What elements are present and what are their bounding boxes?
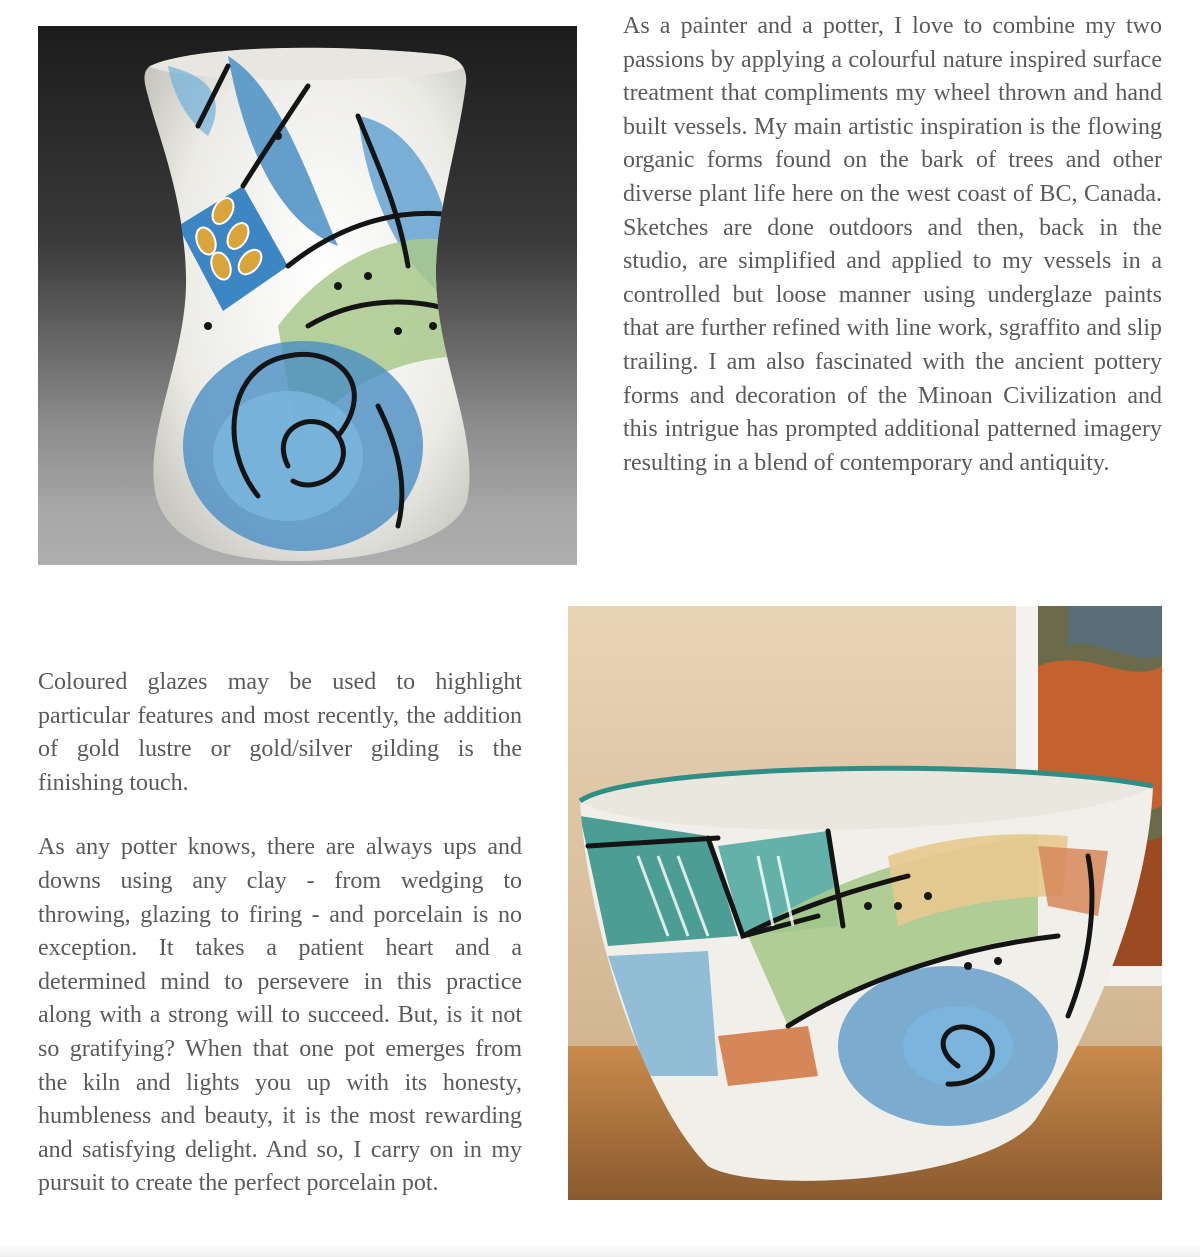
bowl-photo bbox=[568, 606, 1162, 1200]
vase-photo bbox=[38, 26, 577, 565]
bowl-illustration bbox=[568, 606, 1162, 1200]
paragraph-inspiration: As a painter and a potter, I love to combine my two passions by applying a colourful nature inspired surface treatment that compliments my wheel thrown and hand built vessels. My main artistic inspiration is the flowing organic forms found on the bark of trees and other diverse plant life here on the west coast of BC, Canada. Sketches are done outdoors and then, back in the studio, are simplified and applied to my vessels in a controlled but loose manner using underglaze paints that are further refined with line work, sgraffito and slip trailing. I am also fascinated with the ancient pottery forms and decoration of the Minoan Civilization and this intrigue has prompted additional patterned imagery resulting in a blend of contemporary and antiquity. bbox=[623, 13, 1162, 476]
article-text-top bbox=[623, 10, 1162, 480]
paragraph-perseverance: As any potter knows, there are always ups and downs using any clay - from wedging to throwing, glazing to firing - and porcelain is no exception. It takes a patient heart and a determined mind to persevere in this practice along with a strong will to succeed. But, is it not so gratifying? When that one pot emerges from the kiln and lights you up with its honesty, humbleness and beauty, it is the most rewarding and satisfying delight. And so, I carry on in my pursuit to create the perfect porcelain pot. bbox=[38, 834, 522, 1197]
article-text-bottom bbox=[38, 666, 522, 1201]
page-bottom-edge bbox=[0, 1244, 1200, 1257]
paragraph-glazes: Coloured glazes may be used to highlight particular features and most recently, the addition of gold lustre or gold/silver gilding is the finishing touch. bbox=[38, 669, 522, 796]
vase-illustration bbox=[38, 26, 577, 565]
